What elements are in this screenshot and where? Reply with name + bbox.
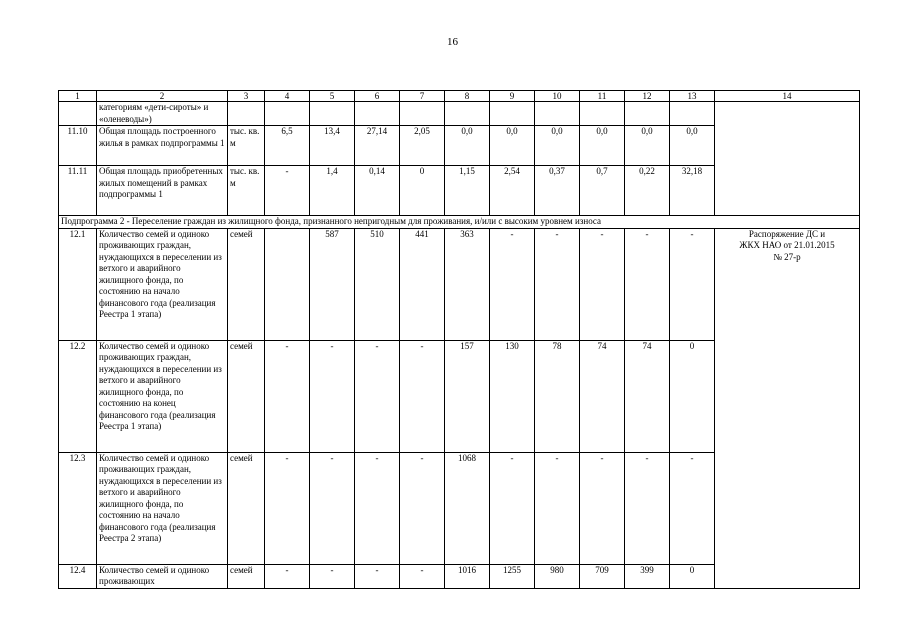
cell: 441 <box>400 228 445 340</box>
cell: 709 <box>580 564 625 588</box>
cell: - <box>490 228 535 340</box>
cell <box>535 102 580 126</box>
cell: 0,0 <box>535 126 580 166</box>
cell: 74 <box>580 340 625 452</box>
row-name: категориям «дети-сироты» и «оленеводы») <box>97 102 228 126</box>
row-name: Количество семей и одиноко проживающих граждан, нуждающихся в переселении из ветхого и аварийного жилищного фонда, по состоянию на начало финансового года (реализация Реестра 1 этапа) <box>97 228 228 340</box>
row-unit: тыс. кв. м <box>228 166 265 216</box>
cell: 0,0 <box>670 126 715 166</box>
cell: 1255 <box>490 564 535 588</box>
col-header: 2 <box>97 91 228 102</box>
cell <box>400 102 445 126</box>
cell: 0,14 <box>355 166 400 216</box>
cell: - <box>265 166 310 216</box>
row-id: 12.3 <box>59 452 97 564</box>
cell: - <box>310 452 355 564</box>
row-name: Общая площадь построенного жилья в рамках подпрограммы 1 <box>97 126 228 166</box>
col-header: 10 <box>535 91 580 102</box>
row-name: Количество семей и одиноко проживающих граждан, нуждающихся в переселении из ветхого и аварийного жилищного фонда, по состоянию на конец финансового года (реализация Реестра 1 этапа) <box>97 340 228 452</box>
row-id <box>59 102 97 126</box>
cell: 1,4 <box>310 166 355 216</box>
cell: - <box>670 452 715 564</box>
cell: 0,0 <box>580 126 625 166</box>
cell: 0,37 <box>535 166 580 216</box>
cell <box>580 102 625 126</box>
cell: - <box>490 452 535 564</box>
row-id: 12.1 <box>59 228 97 340</box>
row-unit: тыс. кв. м <box>228 126 265 166</box>
col-header: 11 <box>580 91 625 102</box>
cell <box>265 102 310 126</box>
col-header: 1 <box>59 91 97 102</box>
col-header: 6 <box>355 91 400 102</box>
cell: 0 <box>670 340 715 452</box>
cell: - <box>310 564 355 588</box>
subprogram-row <box>59 216 860 229</box>
cell: - <box>355 452 400 564</box>
cell: - <box>400 340 445 452</box>
col-header: 14 <box>715 91 860 102</box>
col-header: 13 <box>670 91 715 102</box>
cell: - <box>400 452 445 564</box>
cell: - <box>535 452 580 564</box>
cell: - <box>265 564 310 588</box>
cell: 0,0 <box>490 126 535 166</box>
cell <box>310 102 355 126</box>
cell: 157 <box>445 340 490 452</box>
order-reference: Распоряжение ДС и ЖКХ НАО от 21.01.2015 № 27-р <box>739 228 835 262</box>
cell: 0 <box>670 564 715 588</box>
row-id: 12.4 <box>59 564 97 588</box>
indicators-table <box>58 90 860 589</box>
cell: - <box>625 452 670 564</box>
cell: 587 <box>310 228 355 340</box>
row-name: Количество семей и одиноко проживающих граждан, нуждающихся в переселении из ветхого и аварийного жилищного фонда, по состоянию на начало финансового года (реализация Реестра 2 этапа) <box>97 452 228 564</box>
cell: 13,4 <box>310 126 355 166</box>
cell: 399 <box>625 564 670 588</box>
row-unit: семей <box>228 228 265 340</box>
cell: - <box>625 228 670 340</box>
table-row <box>59 102 860 126</box>
cell: 510 <box>355 228 400 340</box>
cell: 78 <box>535 340 580 452</box>
note-cell <box>715 102 860 216</box>
cell <box>265 228 310 340</box>
note-cell <box>715 228 860 588</box>
cell: 2,54 <box>490 166 535 216</box>
row-id: 11.10 <box>59 126 97 166</box>
col-header: 8 <box>445 91 490 102</box>
cell: 363 <box>445 228 490 340</box>
cell: 0 <box>400 166 445 216</box>
cell <box>490 102 535 126</box>
cell: 1,15 <box>445 166 490 216</box>
cell: 32,18 <box>670 166 715 216</box>
cell: - <box>355 564 400 588</box>
row-unit: семей <box>228 564 265 588</box>
cell: 0,0 <box>625 126 670 166</box>
cell: - <box>265 452 310 564</box>
col-header: 4 <box>265 91 310 102</box>
cell: - <box>580 228 625 340</box>
col-header: 12 <box>625 91 670 102</box>
cell <box>670 102 715 126</box>
cell: 980 <box>535 564 580 588</box>
cell: 0,7 <box>580 166 625 216</box>
cell: - <box>400 564 445 588</box>
col-header: 7 <box>400 91 445 102</box>
cell <box>625 102 670 126</box>
table-row <box>59 228 860 340</box>
cell: 1068 <box>445 452 490 564</box>
row-unit <box>228 102 265 126</box>
row-id: 12.2 <box>59 340 97 452</box>
cell: 6,5 <box>265 126 310 166</box>
cell: 74 <box>625 340 670 452</box>
col-header: 3 <box>228 91 265 102</box>
row-unit: семей <box>228 340 265 452</box>
cell: - <box>265 340 310 452</box>
cell: - <box>535 228 580 340</box>
cell <box>445 102 490 126</box>
row-unit: семей <box>228 452 265 564</box>
cell: 130 <box>490 340 535 452</box>
row-name: Количество семей и одиноко проживающих <box>97 564 228 588</box>
cell: 2,05 <box>400 126 445 166</box>
cell: 0,22 <box>625 166 670 216</box>
cell <box>355 102 400 126</box>
page-number: 16 <box>447 36 458 48</box>
cell: 1016 <box>445 564 490 588</box>
cell: 0,0 <box>445 126 490 166</box>
cell: - <box>355 340 400 452</box>
cell: 27,14 <box>355 126 400 166</box>
subprogram-title: Подпрограмма 2 - Переселение граждан из жилищного фонда, признанного непригодным для проживания, и/или с высоким уровнем износа <box>59 216 860 229</box>
col-header: 9 <box>490 91 535 102</box>
cell: - <box>580 452 625 564</box>
cell: - <box>670 228 715 340</box>
header-row <box>59 91 860 102</box>
row-id: 11.11 <box>59 166 97 216</box>
row-name: Общая площадь приобретенных жилых помещений в рамках подпрограммы 1 <box>97 166 228 216</box>
col-header: 5 <box>310 91 355 102</box>
cell: - <box>310 340 355 452</box>
